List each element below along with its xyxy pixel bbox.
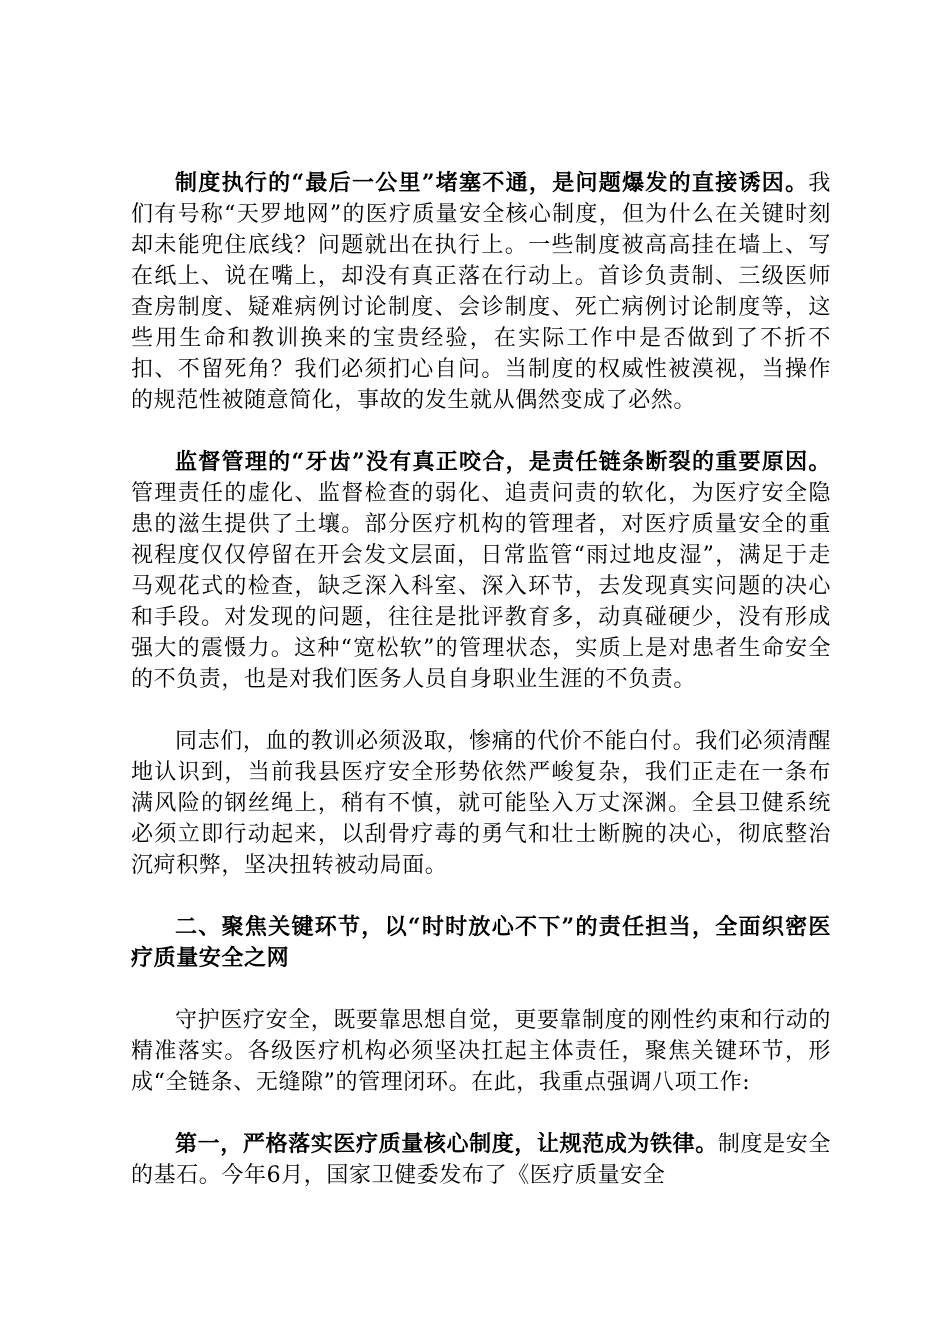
paragraph-execution	[131, 168, 831, 416]
paragraph-supervision	[131, 447, 831, 695]
paragraph-intro: 守护医疗安全，既要靠思想自觉，更要靠制度的刚性约束和行动的精准落实。各级医疗机构必须坚决扛起主体责任，聚焦关键环节，形成“全链条、无缝隙”的管理闭环。在此，我重点强调八项工作:	[131, 1008, 831, 1095]
paragraph-body: 同志们，血的教训必须汲取，惨痛的代价不能白付。我们必须清醒地认识到，当前我县医疗安全形势依然严峻复杂，我们正走在一条布满风险的钢丝绳上，稍有不慎，就可能坠入万丈深渊。全县卫健系统必须立即行动起来，以刮骨疗毒的勇气和壮士断腕的决心，彻底整治沉疴积弊，坚决扭转被动局面。	[131, 729, 831, 878]
paragraph-lead: 监督管理的“牙齿”没有真正咬合，是责任链条断裂的重要原因。	[175, 449, 831, 475]
paragraph-comrades	[131, 726, 831, 881]
section-heading: 二、聚焦关键环节，以“时时放心不下”的责任担当，全面织密医疗质量安全之网	[131, 914, 831, 971]
item-lead: 第一，严格落实医疗质量核心制度，让规范成为铁律。	[175, 1131, 718, 1157]
paragraph-lead: 制度执行的“最后一公里”堵塞不通，是问题爆发的直接诱因。	[175, 170, 809, 196]
paragraph-body: 我们有号称“天罗地网”的医疗质量安全核心制度，但为什么在关键时刻却未能兜住底线？问题就出在执行上。一些制度被高高挂在墙上、写在纸上、说在嘴上，却没有真正落在行动上。首诊负责制、三级医师查房制度、疑难病例讨论制度、会诊制度、死亡病例讨论制度等，这些用生命和教训换来的宝贵经验，在实际工作中是否做到了不折不扣、不留死角？我们必须扪心自问。当制度的权威性被漠视，当操作的规范性被随意简化，事故的发生就从偶然变成了必然。	[131, 171, 831, 413]
paragraph-body: 管理责任的虚化、监督检查的弱化、追责问责的软化，为医疗安全隐患的滋生提供了土壤。部分医疗机构的管理者，对医疗质量安全的重视程度仅仅停留在开会发文层面，日常监管“雨过地皮湿”，满足于走马观花式的检查，缺乏深入科室、深入环节，去发现真实问题的决心和手段。对发现的问题，往往是批评教育多，动真碰硬少，没有形成强大的震慑力。这种“宽松软”的管理状态，实质上是对患者生命安全的不负责，也是对我们医务人员自身职业生涯的不负责。	[131, 481, 831, 692]
item-body: 制度是安全的基石。今年6月，国家卫健委发布了《医疗质量安全	[131, 1132, 831, 1188]
paragraph-item-one	[131, 1129, 831, 1191]
document-page	[131, 168, 831, 1222]
